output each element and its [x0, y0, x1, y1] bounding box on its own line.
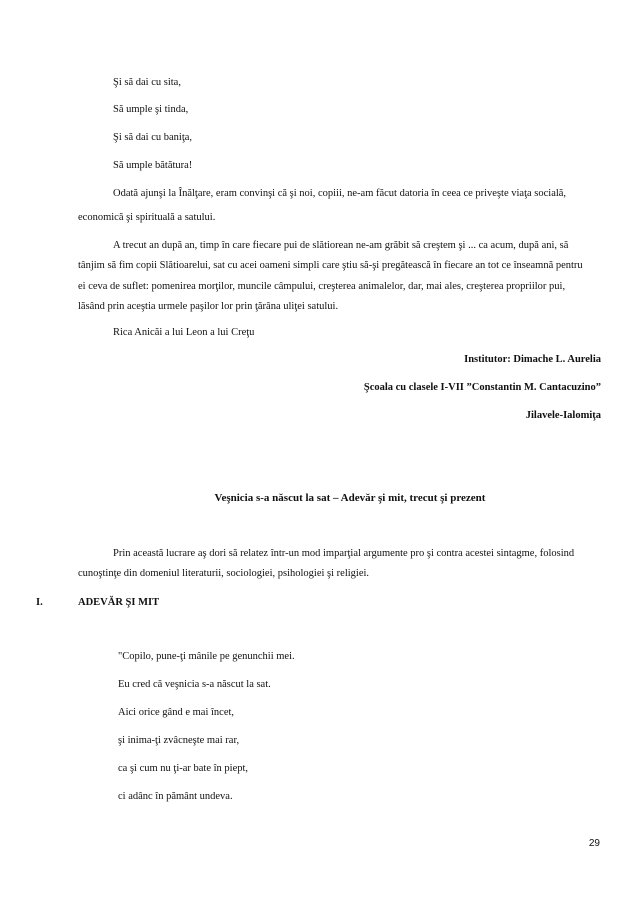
paragraph-line: Odată ajunşi la Înălţare, eram convinşi că şi noi, copiii, ne-am făcut datoria în ceea ce priveşte viaţa socială, [113, 188, 567, 199]
poem-line: ca şi cum nu ţi-ar bate în piept, [118, 763, 249, 774]
poem-line: ci adânc în pământ undeva. [118, 791, 233, 802]
article-title: Veşnicia s-a născut la sat – Adevăr şi mit, trecut şi prezent [214, 492, 486, 504]
poem-line: Aici orice gând e mai încet, [118, 707, 235, 718]
signature-school: Şcoala cu clasele I-VII ”Constantin M. Cantacuzino” [363, 382, 601, 393]
signature-place: Jilavele-Ialomiţa [525, 410, 601, 421]
poem-line: Să umple şi tinda, [113, 104, 189, 115]
poem-line: Şi să dai cu sita, [113, 77, 181, 88]
section-number: I. [36, 597, 43, 608]
page-number: 29 [588, 838, 600, 849]
paragraph-line: cunoştinţe din domeniul literaturii, sociologiei, psihologiei şi religiei. [78, 568, 370, 579]
signature-author: Institutor: Dimache L. Aurelia [464, 354, 601, 365]
paragraph-line: tânjim să fim copii Slătioarelui, sat cu acei oameni simpli care ştiu să-şi pregătească în fiecare an tot ce înseamnă pentru [78, 260, 583, 271]
paragraph-line: Prin această lucrare aş dori să relatez într-un mod imparţial argumente pro şi contra acestei sintagme, folosind [113, 548, 575, 559]
poem-line: Să umple bătătura! [113, 160, 193, 171]
section-heading: ADEVĂR ŞI MIT [78, 597, 160, 608]
poem-line: Şi să dai cu baniţa, [113, 132, 193, 143]
poem-line: Eu cred că veşnicia s-a născut la sat. [118, 679, 271, 690]
paragraph-line: economică şi spirituală a satului. [78, 212, 216, 223]
paragraph-line: lăsând prin aceştia urmele paşilor lor prin ţărâna uliţei satului. [78, 301, 339, 312]
paragraph-line: ei ceva de suflet: pomenirea morţilor, muncile câmpului, creşterea animalelor, dar, mai ales, creşterea propriilor pui, [78, 281, 566, 292]
poem-line: "Copilo, pune-ţi mânile pe genunchii mei. [118, 651, 295, 662]
paragraph-line: A trecut an după an, timp în care fiecare pui de slătiorean ne-am grăbit să creştem şi ... ca acum, după ani, să [113, 240, 569, 251]
poem-line: şi inima-ţi zvâcneşte mai rar, [118, 735, 240, 746]
author-credit: Rica Anicăi a lui Leon a lui Creţu [113, 327, 255, 338]
